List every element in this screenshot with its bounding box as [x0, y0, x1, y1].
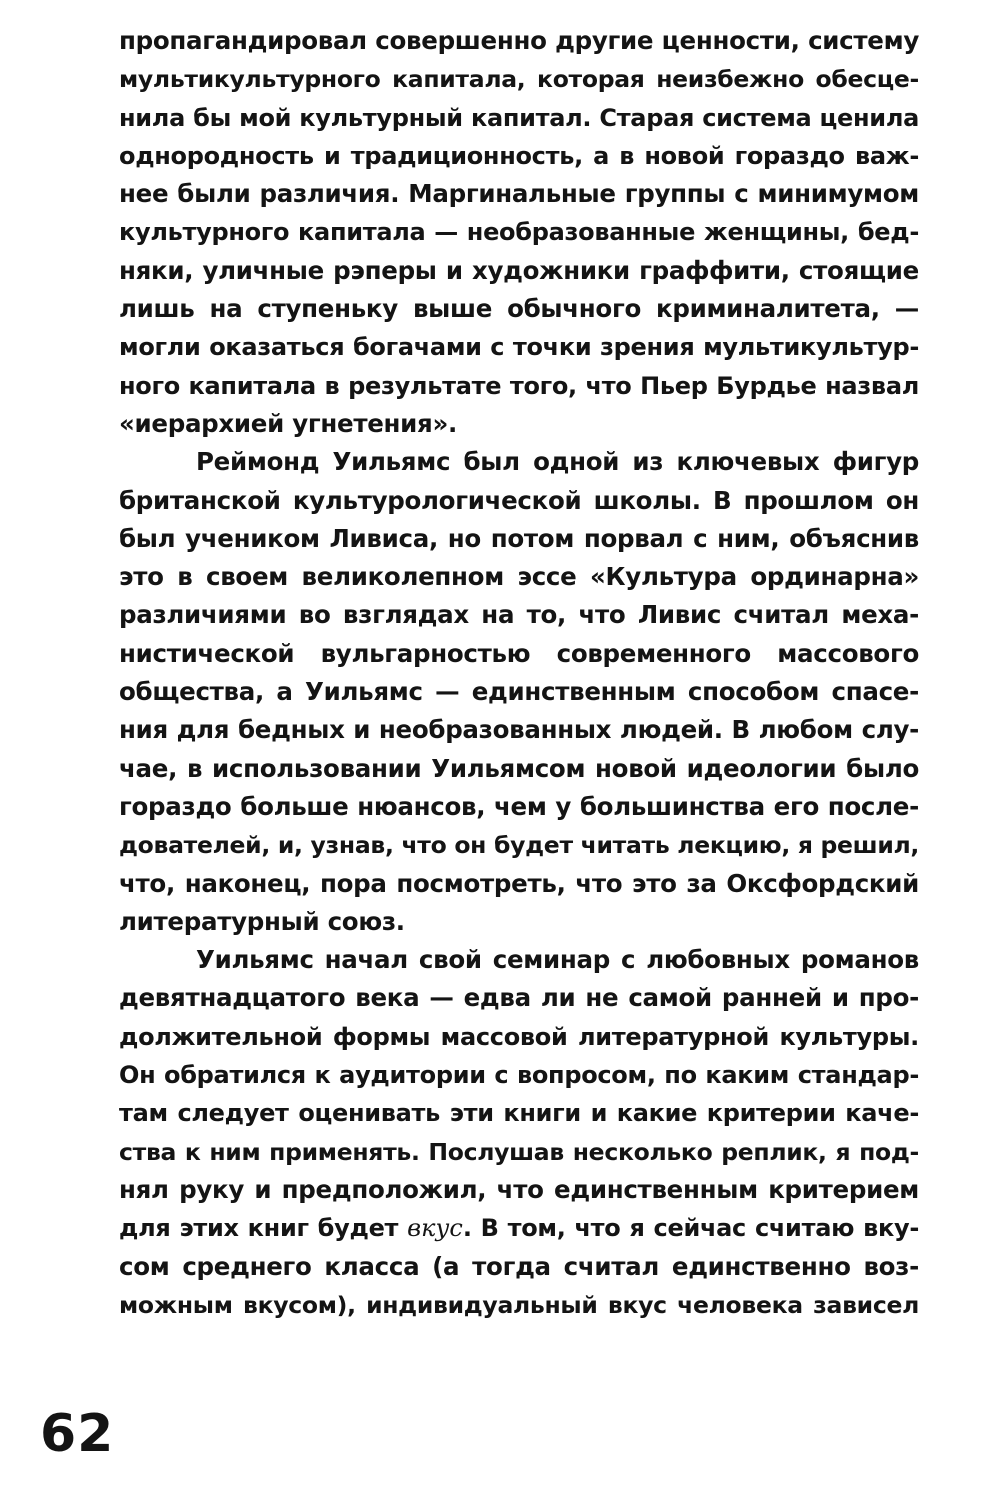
text-line: Уильямс начал свой семинар с любовных романов [196, 945, 919, 975]
text-line: «иерархией угнетения». [119, 408, 457, 438]
italic-emphasis: вкус [407, 1214, 463, 1243]
body-text [119, 22, 919, 1324]
text-segment: для этих книг будет [119, 1214, 408, 1243]
text-line: чае, в использовании Уильямсом новой идеологии было [119, 753, 919, 783]
text-line: пропагандировал совершенно другие ценности, систему [119, 26, 919, 55]
paragraph-2 [119, 443, 919, 941]
text-line: Реймонд Уильямс был одной из ключевых фигур [196, 447, 919, 477]
text-segment: . В том, что я сейчас считаю вку- [462, 1214, 919, 1243]
text-line: нял руку и предположил, что единственным критерием [119, 1174, 919, 1204]
page-number: 62 [40, 1404, 115, 1464]
text-line: британской культурологической школы. В прошлом он [119, 485, 919, 515]
text-line: это в своем великолепном эссе «Культура ординарна» [119, 562, 919, 592]
text-line: няки, уличные рэперы и художники граффити, стоящие [119, 255, 919, 285]
text-line: могли оказаться богачами с точки зрения мультикультур- [119, 333, 919, 362]
text-line: ного капитала в результате того, что Пьер Бурдье назвал [119, 371, 919, 400]
text-line: там следует оценивать эти книги и какие критерии каче- [119, 1099, 919, 1128]
text-line: дователей, и, узнав, что он будет читать лекцию, я решил, [119, 831, 920, 860]
text-line: что, наконец, пора посмотреть, что это за Оксфордский [119, 868, 919, 898]
text-line: однородность и традиционность, а в новой гораздо важ- [119, 141, 919, 170]
paragraph-3 [119, 941, 919, 1324]
paragraph-1 [119, 22, 919, 443]
text-line: культурного капитала — необразованные женщины, бед- [119, 218, 919, 247]
text-line-with-emphasis [119, 1209, 919, 1247]
text-line: был учеником Ливиса, но потом порвал с ним, объяснив [119, 523, 919, 553]
text-line: девятнадцатого века — едва ли не самой ранней и про- [119, 983, 919, 1013]
text-line: ния для бедных и необразованных людей. В любом слу- [119, 715, 919, 745]
text-line: сом среднего класса (а тогда считал единственно воз- [119, 1251, 919, 1281]
text-line: Он обратился к аудитории с вопросом, по каким стандар- [119, 1061, 919, 1090]
text-line: литературный союз. [119, 906, 405, 936]
text-line: гораздо больше нюансов, чем у большинства его после- [119, 791, 919, 821]
text-line: нила бы мой культурный капитал. Старая система ценила [119, 103, 919, 132]
text-line: должительной формы массовой литературной культуры. [119, 1022, 919, 1051]
text-line: общества, а Уильямс — единственным способом спасе- [119, 677, 919, 707]
text-line: лишь на ступеньку выше обычного криминалитета, — [119, 294, 919, 324]
text-line: различиями во взглядах на то, что Ливис считал меха- [119, 600, 919, 630]
text-line: нее были различия. Маргинальные группы с минимумом [119, 179, 919, 209]
text-line: нистической вульгарностью современного массового [119, 638, 919, 668]
text-line: мультикультурного капитала, которая неизбежно обесце- [119, 65, 919, 94]
text-line: можным вкусом), индивидуальный вкус человека зависел [119, 1290, 919, 1319]
text-line: ства к ним применять. Послушав несколько реплик, я под- [119, 1137, 919, 1166]
